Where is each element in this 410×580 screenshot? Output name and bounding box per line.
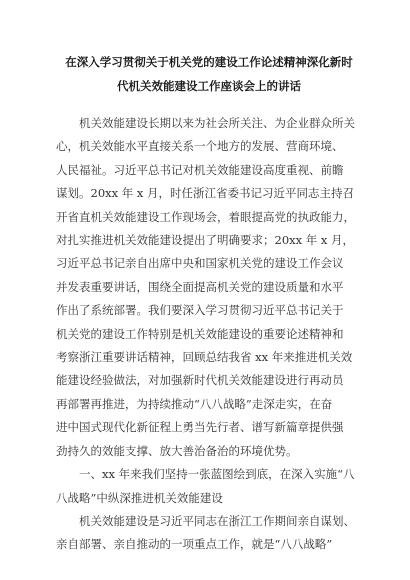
text-line: 机关党的建设工作特别是机关效能建设的重要论述精神和: [56, 326, 344, 341]
text-line: 谋划。20xx 年 x 月，时任浙江省委书记习近平同志主持召: [56, 186, 355, 201]
text-line: 机关效能建设是习近平同志在浙江工作期间亲自谋划、: [79, 513, 355, 528]
title-line-2: 代机关效能建设工作座谈会上的讲话: [117, 79, 301, 93]
document-title: [56, 50, 362, 98]
text-line: 能建设经验做法，对加强新时代机关效能建设进行再动员: [56, 373, 344, 388]
text-line: 习近平总书记亲自出席中央和国家机关党的建设工作会议: [56, 256, 344, 271]
paragraph-intro: [56, 112, 362, 463]
text-line: 再部署再推进，为持续推动“八八战略”走深走实，在奋: [56, 396, 333, 411]
section-heading-1: [56, 463, 362, 510]
heading-line: 八战略”中纵深推进机关效能建设: [56, 490, 223, 505]
text-line: 亲自部署、亲自推动的一项重点工作，就是“八八战略”: [56, 537, 333, 552]
text-line: 人民福祉。习近平总书记对机关效能建设高度重视、前瞻: [56, 162, 344, 177]
text-line: 劲持久的效能支撑、放大善治备治的环境优势。: [56, 443, 298, 458]
title-line-1: 在深入学习贯彻关于机关党的建设工作论述精神深化新时: [65, 55, 353, 69]
paragraph-section-1: [56, 510, 362, 557]
text-line: 并发表重要讲话，围绕全面提高机关党的建设质量和水平: [56, 279, 344, 294]
text-line: 对扎实推进机关效能建设提出了明确要求；20xx 年 x 月，: [56, 233, 355, 248]
text-line: 进中国式现代化新征程上勇当先行者、谱写新篇章提供强: [56, 420, 344, 435]
text-line: 作出了系统部署。我们要深入学习贯彻习近平总书记关于: [56, 303, 344, 318]
text-line: 考察浙江重要讲话精神，回顾总结我省 xx 年来推进机关效: [56, 350, 353, 365]
heading-line: 一、xx 年来我们坚持一张蓝图绘到底，在深入实施“八: [79, 467, 355, 482]
text-line: 开省直机关效能建设工作现场会，着眼提高党的执政能力，: [56, 209, 355, 224]
text-line: 心，机关效能水平直接关系一个地方的发展、营商环境、: [56, 139, 344, 154]
text-line: 机关效能建设长期以来为社会所关注、为企业群众所关: [79, 116, 355, 130]
